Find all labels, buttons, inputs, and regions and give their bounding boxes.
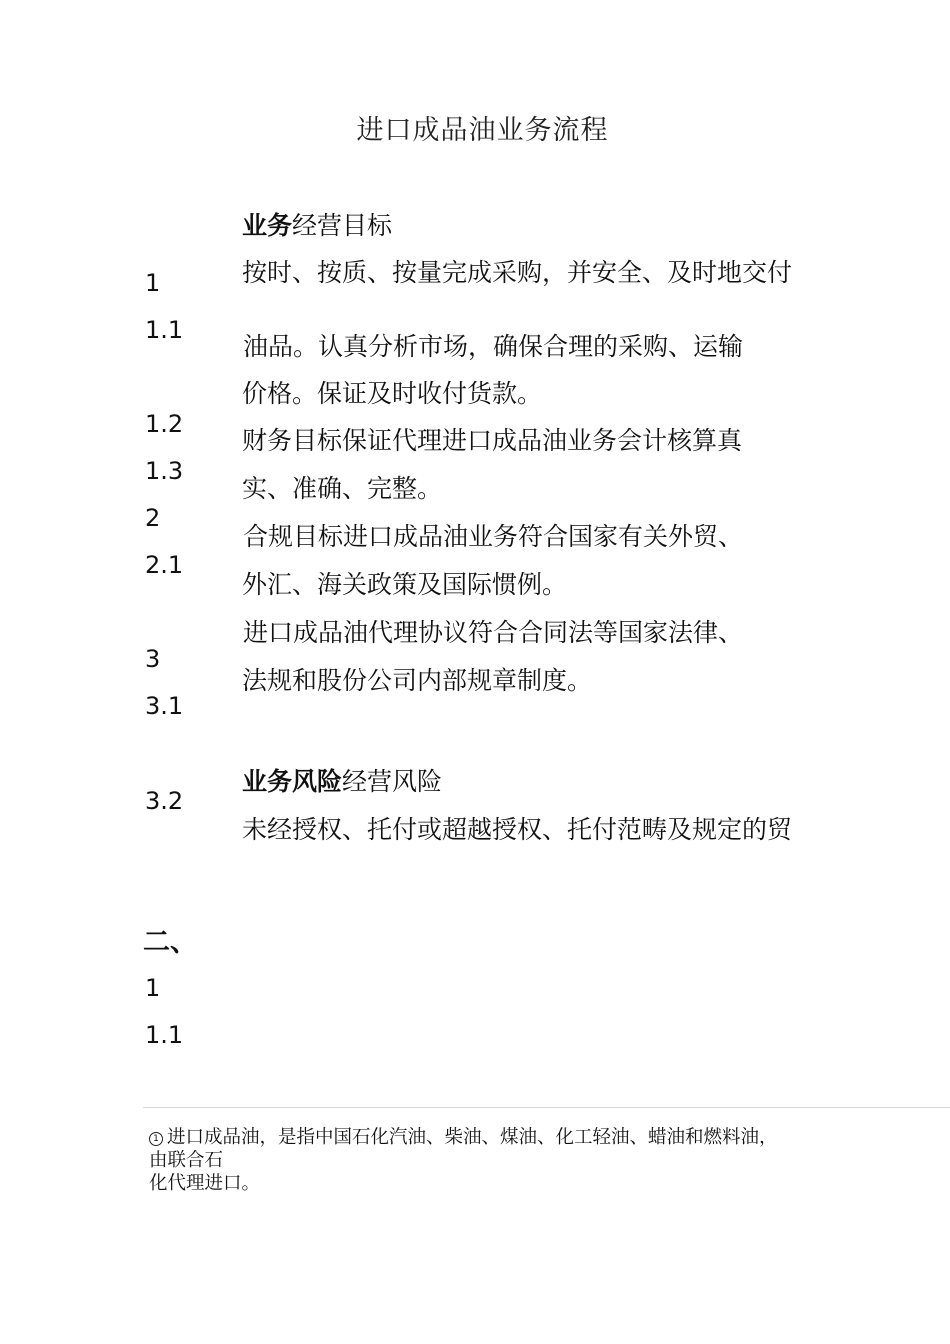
page-title: 进口成品油业务流程 bbox=[356, 115, 609, 146]
body-line: 外汇、海关政策及国际惯例。 bbox=[242, 570, 568, 599]
section-number: 1 bbox=[145, 974, 161, 1002]
section-heading bbox=[242, 210, 832, 242]
section-heading-text: 经营风险 bbox=[342, 767, 443, 796]
body-line: 财务目标保证代理进口成品油业务会计核算真 bbox=[242, 426, 743, 455]
footnote bbox=[149, 1126, 789, 1195]
footnote-text: 进口成品油，是指中国石化汽油、柴油、煤油、化工轻油、蜡油和燃料油，由联合石 bbox=[149, 1127, 778, 1171]
body-line: 按时、按质、按量完成采购，并安全、及时地交付 bbox=[242, 258, 793, 287]
section-heading-bold: 业务风险 bbox=[242, 767, 343, 796]
body-line: 价格。保证及时收付货款。 bbox=[242, 379, 543, 408]
body-line: 实、准确、完整。 bbox=[242, 474, 443, 503]
footnote-marker-icon: 1 bbox=[149, 1132, 163, 1146]
section-number: 1.2 bbox=[145, 410, 184, 438]
chapter-heading: 二、 bbox=[143, 927, 197, 958]
section-number: 1 bbox=[145, 269, 161, 297]
section-heading-bold: 业务 bbox=[242, 211, 293, 240]
section-number: 3.2 bbox=[145, 787, 184, 815]
body-line: 合规目标进口成品油业务符合国家有关外贸、 bbox=[243, 522, 744, 551]
footnote-divider bbox=[143, 1107, 950, 1108]
section-heading bbox=[242, 766, 832, 798]
section-number: 2 bbox=[145, 504, 161, 532]
footnote-text: 化代理进口。 bbox=[149, 1173, 261, 1194]
section-number: 3.1 bbox=[145, 692, 184, 720]
body-line: 未经授权、托付或超越授权、托付范畴及规定的贸 bbox=[242, 815, 793, 844]
section-number: 1.3 bbox=[145, 457, 184, 485]
section-number: 3 bbox=[145, 645, 161, 673]
body-line: 法规和股份公司内部规章制度。 bbox=[242, 666, 593, 695]
section-number: 1.1 bbox=[145, 1021, 184, 1049]
body-line: 进口成品油代理协议符合合同法等国家法律、 bbox=[243, 618, 744, 647]
body-line: 油品。认真分析市场，确保合理的采购、运输 bbox=[243, 332, 744, 361]
section-number: 1.1 bbox=[145, 316, 184, 344]
section-heading-text: 经营目标 bbox=[292, 211, 393, 240]
section-number: 2.1 bbox=[145, 551, 184, 579]
